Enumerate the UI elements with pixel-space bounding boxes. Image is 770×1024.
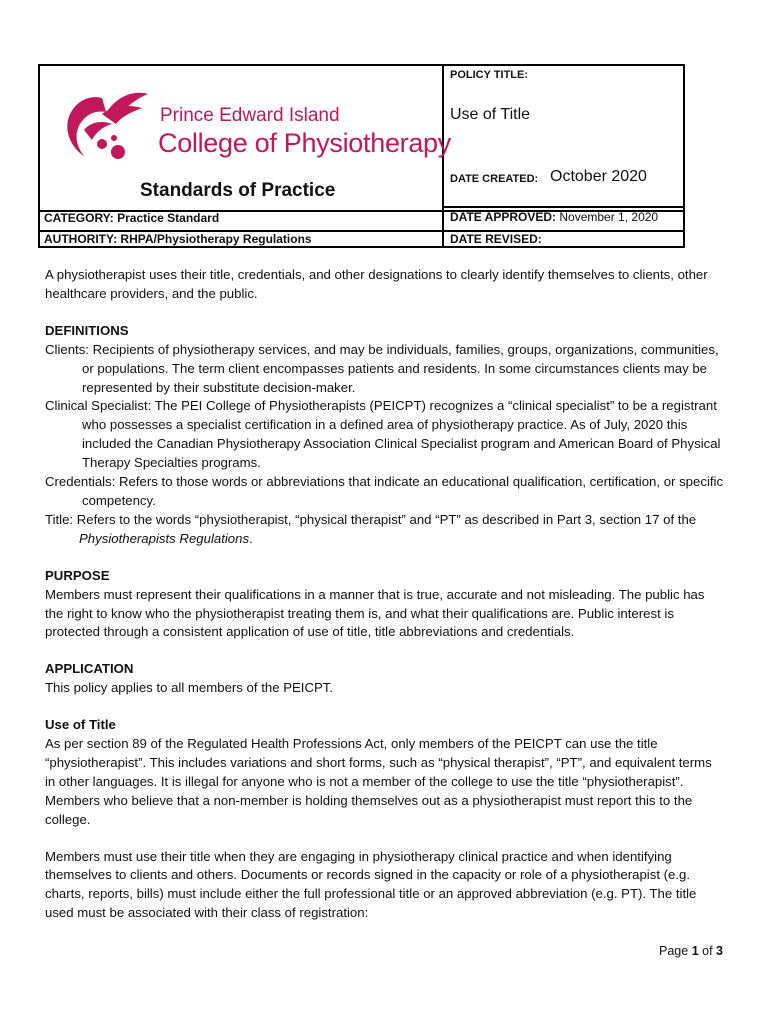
date-approved (450, 210, 658, 224)
date-approved-label: DATE APPROVED: (450, 210, 557, 224)
application-heading: APPLICATION (45, 661, 134, 677)
authority: AUTHORITY: RHPA/Physiotherapy Regulations (44, 232, 312, 246)
use-of-title-heading: Use of Title (45, 717, 116, 733)
definitions-heading: DEFINITIONS (45, 322, 129, 338)
category: CATEGORY: Practice Standard (44, 211, 220, 225)
application-paragraph: This policy applies to all members of the PEICPT. (45, 680, 334, 696)
policy-header-table (38, 64, 685, 248)
date-revised-label: DATE REVISED: (450, 232, 542, 246)
org-name-line1: Prince Edward Island (160, 105, 340, 126)
definition-clients: Clients: Recipients of physiotherapy services, and may be individuals, families, groups, organizations, communities, or populations. The term client encompasses patients and residents. In some circumstances clients may be represented by their substitute decision-maker. (45, 341, 719, 395)
standards-title: Standards of Practice (140, 180, 336, 201)
date-created-value: October 2020 (550, 168, 647, 185)
document-body (45, 266, 725, 923)
policy-title-value: Use of Title (450, 106, 531, 123)
intro-paragraph: A physiotherapist uses their title, credentials, and other designations to clearly identify themselves to clients, other healthcare providers, and the public. (45, 267, 708, 301)
table-divider (442, 206, 683, 208)
definition-title (45, 511, 725, 549)
definition-title-end: . (249, 530, 253, 546)
definition-title-regulations: Physiotherapists Regulations (79, 530, 250, 546)
definition-clinical-specialist: Clinical Specialist: The PEI College of Physiotherapists (PEICPT) recognizes a “clinical specialist” to be a registrant who possesses a specialist certification in a defined area of physiotherapy practice. As of July, 2020 this included the Canadian Physiotherapy Association Clinical Specialist program and American Board of Physical Therapy Specialties programs. (45, 398, 721, 471)
use-of-title-paragraph-1: As per section 89 of the Regulated Health Professions Act, only members of the PEICPT can use the title “physiotherapist”. This includes variations and short forms, such as “physical therapist”, “PT”, and equivalent terms in other languages. It is illegal for anyone who is not a member of the college to use the title “physiotherapist”. Members who believe that a non-member is holding themselves out as a physiotherapist must report this to the college. (45, 736, 712, 827)
use-of-title-paragraph-2: Members must use their title when they are engaging in physiotherapy clinical practice and when identifying themselves to clients and others. Documents or records signed in the capacity or role of a physiotherapist (e.g. charts, reports, bills) must include either the full professional title or an approved abbreviation (e.g. PT). The title used must be associated with their class of registration: (45, 848, 697, 921)
org-name-line2: College of Physiotherapy (158, 128, 451, 158)
purpose-heading: PURPOSE (45, 567, 110, 583)
page-word: Page (659, 944, 689, 958)
page-number (659, 944, 723, 958)
page-total: 3 (716, 944, 723, 958)
page-current: 1 (691, 944, 699, 958)
college-logo-icon (62, 86, 152, 168)
definition-credentials: Credentials: Refers to those words or abbreviations that indicate an educational qualification, certification, or specific competency. (45, 474, 724, 508)
date-created-label: DATE CREATED: (450, 173, 539, 185)
definition-title-text: Title: Refers to the words “physiotherapist, “physical therapist” and “PT” as described in Part 3, section 17 of the (45, 511, 697, 527)
of-word: of (702, 944, 713, 958)
policy-title-label: POLICY TITLE: (450, 69, 529, 81)
date-approved-value: November 1, 2020 (559, 210, 659, 224)
purpose-paragraph: Members must represent their qualifications in a manner that is true, accurate and not misleading. The public has the right to know who the physiotherapist treating them is, and what their qualifications are. Public interest is protected through a consistent application of use of title, title abbreviations and credentials. (45, 586, 705, 640)
